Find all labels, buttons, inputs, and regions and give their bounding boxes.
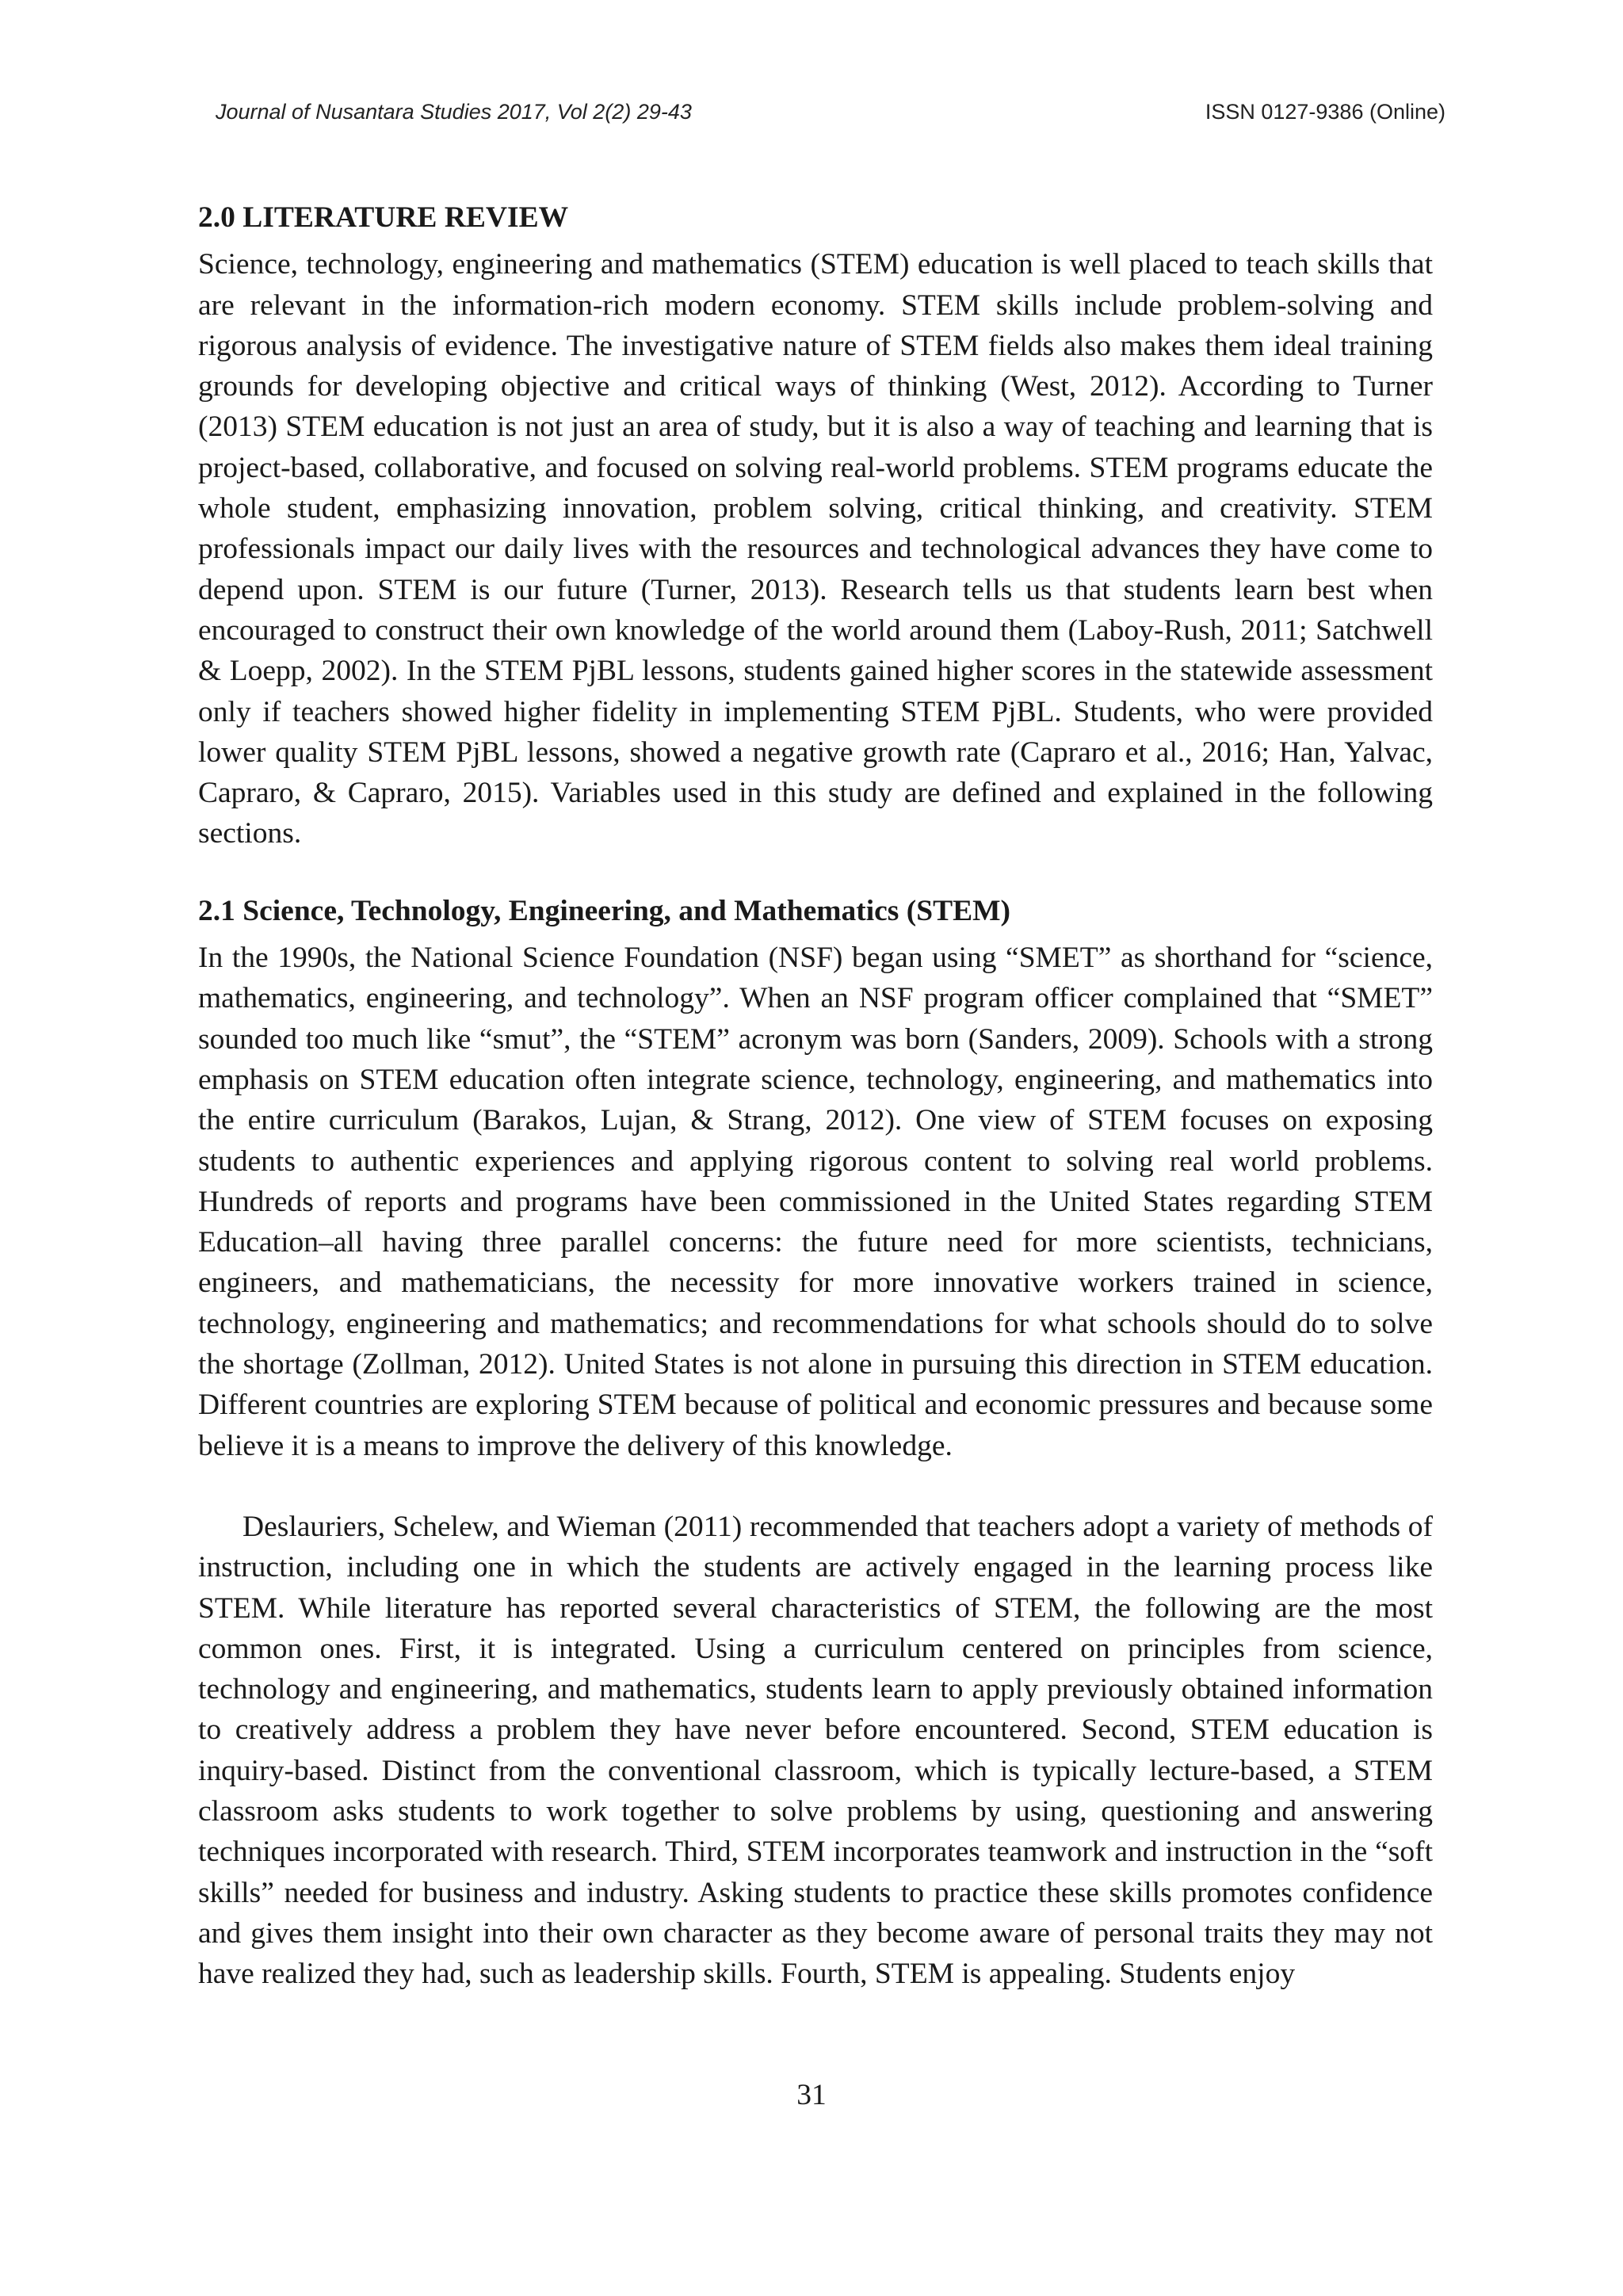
paragraph: Deslauriers, Schelew, and Wieman (2011) recommended that teachers adopt a variety of methods of instruction, including one in which the students are actively engaged in the learning process like STEM. While literature has reported several characteristics of STEM, the following are the most common ones. First, it is integrated. Using a curriculum centered on principles from science, technology and engineering, and mathematics, students learn to apply previously obtained information to creatively address a problem they have never before encountered. Second, STEM education is inquiry-based. Distinct from the conventional classroom, which is typically lecture-based, a STEM classroom asks students to work together to solve problems by using, questioning and answering techniques incorporated with research. Third, STEM incorporates teamwork and instruction in the “soft skills” needed for business and industry. Asking students to practice these skills promotes confidence and gives them insight into their own character as they become aware of personal traits they may not have realized they had, such as leadership skills. Fourth, STEM is appealing. Students enjoy <box>198 1510 1433 1991</box>
article-body <box>198 197 1433 1994</box>
issn-header: ISSN 0127-9386 (Online) <box>1205 100 1445 124</box>
paragraph: Science, technology, engineering and mathematics (STEM) education is well placed to teach skills that are relevant in the information-rich modern economy. STEM skills include problem-solving and rigorous analysis of evidence. The investigative nature of STEM fields also makes them ideal training grounds for developing objective and critical ways of thinking (West, 2012). According to Turner (2013) STEM education is not just an area of study, but it is also a way of teaching and learning that is project-based, collaborative, and focused on solving real-world problems. STEM programs educate the whole student, emphasizing innovation, problem solving, critical thinking, and creativity. STEM professionals impact our daily lives with the resources and technological advances they have come to depend upon. STEM is our future (Turner, 2013). Research tells us that students learn best when encouraged to construct their own knowledge of the world around them (Laboy-Rush, 2011; Satchwell & Loepp, 2002). In the STEM PjBL lessons, students gained higher scores in the statewide assessment only if teachers showed higher fidelity in implementing STEM PjBL. Students, who were provided lower quality STEM PjBL lessons, showed a negative growth rate (Capraro et al., 2016; Han, Yalvac, Capraro, & Capraro, 2015). Variables used in this study are defined and explained in the following sections. <box>198 248 1433 850</box>
paragraph: In the 1990s, the National Science Foundation (NSF) began using “SMET” as shorthand for “science, mathematics, engineering, and technology”. When an NSF program officer complained that “SMET” sounded too much like “smut”, the “STEM” acronym was born (Sanders, 2009). Schools with a strong emphasis on STEM education often integrate science, technology, engineering, and mathematics into the entire curriculum (Barakos, Lujan, & Strang, 2012). One view of STEM focuses on exposing students to authentic experiences and applying rigorous content to solving real world problems. Hundreds of reports and programs have been commissioned in the United States regarding STEM Education–all having three parallel concerns: the future need for more scientists, technicians, engineers, and mathematicians, the necessity for more innovative workers trained in science, technology, engineering and mathematics; and recommendations for what schools should do to solve the shortage (Zollman, 2012). United States is not alone in pursuing this direction in STEM education. Different countries are exploring STEM because of political and economic pressures and because some believe it is a means to improve the delivery of this knowledge. <box>198 942 1433 1462</box>
section-heading-literature-review: 2.0 LITERATURE REVIEW <box>198 201 569 234</box>
journal-header: Journal of Nusantara Studies 2017, Vol 2(2) 29-43 <box>216 100 692 124</box>
section-heading-stem: 2.1 Science, Technology, Engineering, and Mathematics (STEM) <box>198 894 1011 927</box>
page-number: 31 <box>796 2079 827 2111</box>
